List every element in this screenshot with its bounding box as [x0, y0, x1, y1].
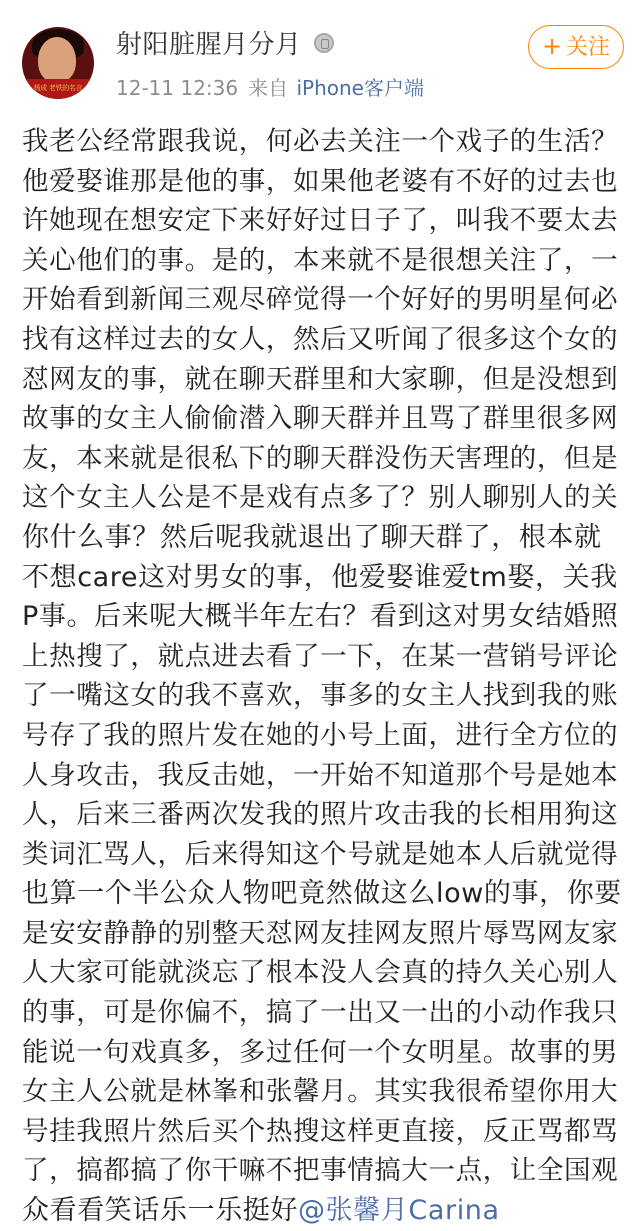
post-line: 不想care这对男女的事，他爱娶谁爱tm娶，关我: [22, 561, 618, 593]
post-header: [0, 0, 640, 108]
post-line: 女主人公就是林峯和张馨月。其实我很希望你用大: [22, 1076, 619, 1108]
post-line: 开始看到新闻三观尽碎觉得一个好好的男明星何必: [22, 284, 619, 316]
post-line: 的事，可是你偏不，搞了一出又一出的小动作我只: [22, 997, 619, 1029]
avatar-face: [38, 37, 76, 83]
post-line: 能说一句戏真多，多过任何一个女明星。故事的男: [22, 1036, 619, 1068]
post-line: 号挂我照片然后买个热搜这样更直接，反正骂都骂: [22, 1115, 619, 1147]
post-line: 人身攻击，我反击她，一开始不知道那个号是她本: [22, 759, 619, 791]
medal-badge-icon[interactable]: [314, 33, 334, 53]
post-line: 找有这样过去的女人，然后又听闻了很多这个女的: [22, 323, 619, 355]
follow-button[interactable]: [528, 25, 624, 69]
post-line: P事。后来呢大概半年左右？看到这对男女结婚照: [22, 601, 619, 633]
post-line: 类词汇骂人，后来得知这个号就是她本人后就觉得: [22, 838, 619, 870]
post-line: 我老公经常跟我说，何必去关注一个戏子的生活？: [22, 126, 619, 157]
follow-label: 关注: [566, 35, 611, 60]
avatar[interactable]: [22, 27, 94, 99]
post-line: 关心他们的事。是的，本来就不是很想关注了，一: [22, 244, 619, 276]
post-line: 也算一个半公众人物吧竟然做这么low的事，你要: [22, 878, 622, 910]
via-label: 来自: [248, 76, 289, 100]
post-line: 许她现在想安定下来好好过日子了，叫我不要太去: [22, 205, 619, 237]
post-line: 号存了我的照片发在她的小号上面，进行全方位的: [22, 719, 619, 751]
post-meta: [116, 72, 424, 101]
post-line: 友，本来就是很私下的聊天群没伤天害理的，但是: [22, 442, 619, 474]
timestamp: 12-11 12:36: [116, 76, 239, 100]
post-line: 了，搞都搞了你干嘛不把事情搞大一点，让全国观: [22, 1155, 619, 1187]
client-link[interactable]: iPhone客户端: [296, 76, 424, 100]
post-line: 人大家可能就淡忘了根本没人会真的持久关心别人: [22, 957, 619, 989]
mention-link[interactable]: @张馨月Carina: [298, 1195, 500, 1227]
user-name[interactable]: 射阳脏腥月分月: [116, 30, 302, 60]
post-line: 他爱娶谁那是他的事，如果他老婆有不好的过去也: [22, 165, 619, 197]
post-line: 是安安静静的别整天怼网友挂网友照片辱骂网友家: [22, 917, 619, 949]
avatar-caption: 杨成 老铁的名言: [33, 84, 83, 92]
post-line: 怼网友的事，就在聊天群里和大家聊，但是没想到: [22, 363, 619, 395]
post-line: 上热搜了，就点进去看了一下，在某一营销号评论: [22, 640, 619, 672]
post-line: 了一嘴这女的我不喜欢，事多的女主人找到我的账: [22, 680, 619, 712]
post-line: 你什么事？然后呢我就退出了聊天群了，根本就: [22, 521, 602, 553]
post-line: 故事的女主人偷偷潜入聊天群并且骂了群里很多网: [22, 403, 619, 435]
post-line: 这个女主人公是不是戏有点多了？别人聊别人的关: [22, 482, 619, 514]
plus-icon: +: [541, 32, 563, 60]
post-last-line: [22, 1191, 622, 1231]
post-body: [22, 122, 622, 1231]
post-last-text: 众看看笑话乐一乐挺好: [22, 1195, 298, 1227]
post-line: 人，后来三番两次发我的照片攻击我的长相用狗这: [22, 799, 619, 831]
